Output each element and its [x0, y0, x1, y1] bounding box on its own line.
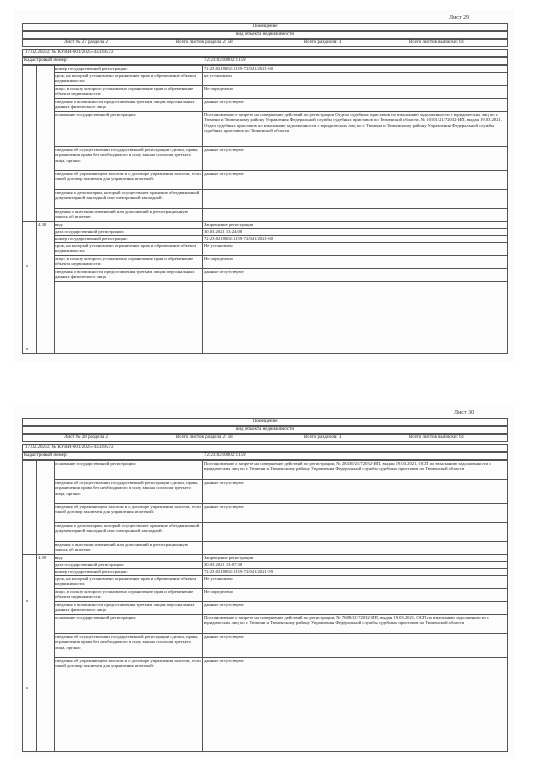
date-row: 17.02.2025г. № КУВИ-001/2025-43339572 [22, 49, 508, 57]
cadastral-label: Кадастровый номер: [24, 453, 68, 458]
field-label: срок, на который установлено ограничение прав и обременение объекта недвижимости: [55, 576, 197, 587]
sheet-label: Лист № 27 раздела 2 [64, 40, 108, 45]
cadastral-row [22, 57, 508, 65]
sections-count: Всего разделов: 3 [304, 435, 342, 440]
object-type-subtitle: вид объекта недвижимости [22, 426, 508, 434]
object-type-title: Помещение [22, 23, 508, 31]
field-label: основание государственной регистрации: [55, 112, 137, 117]
field-label: вид: [55, 555, 64, 560]
document-page-1 [14, 10, 514, 362]
field-label: сведения об осуществлении государственной регистрации сделки, права, ограничения права без необходимого в силу закона согласия третьего лица, органа: [55, 147, 199, 163]
field-label: номер государственной регистрации: [55, 66, 128, 71]
field-label: срок, на который установлено ограничение прав и обременение объекта недвижимости: [55, 73, 197, 84]
field-label: лицо, в пользу которого установлено ограничение прав и обременение объекта недвижимости: [55, 86, 194, 97]
field-value: 72:23:0218002:1159-72/041/2021-60 [204, 236, 273, 241]
field-value: 30.03.2021 13:24:08 [204, 229, 243, 234]
field-label: лицо, в пользу которого установлено ограничение прав и обременение объекта недвижимости: [55, 256, 194, 267]
sheets-section: Всего листов раздела 2: 58 [176, 40, 233, 45]
field-label: основание государственной регистрации: [55, 461, 137, 466]
field-value: Постановление о запрете на совершение действий по регистрации Отдела судебных приставов по взысканию задолженности с юридических лиц по г. Тюмени и Тюменскому району Управления Федеральной службы судебных приставов по Тюменской области, № 10101/21/72032-ИП, выдан 19.03.2021, Отдел судебных приставов по взысканию задолженности с юридических лиц по г. Тюмени и Тюменскому району Управления Федеральной службы судебных приставов по Тюменской области [204, 112, 502, 134]
field-value: 72:23:0218002:1159-72/041/2021-60 [204, 66, 273, 71]
field-label: сведения о депозитарии, который осуществляет хранение обездвиженной документарной закладной или электронной закладной: [55, 523, 200, 534]
field-label: срок, на который установлено ограничение прав и обременение объекта недвижимости: [55, 243, 197, 254]
field-value: данные отсутствуют [204, 634, 244, 639]
field-label: дата государственной регистрации: [55, 229, 125, 234]
field-value: данные отсутствуют [204, 171, 244, 176]
field-value: данные отсутствуют [204, 480, 244, 485]
field-value: не установлен [204, 73, 232, 78]
field-value: Постановление о запрете на совершение действий по регистрации, № 7688/21/72032-ИП, выдан 19.03.2021, ОСП по взысканию задолженности с юридических лиц по г. Тюмени и Тюменскому району Управления Федеральной службы судебных приставов по Тюменской области [204, 615, 489, 626]
field-value: 30.03.2021 13:07:38 [204, 562, 243, 567]
field-label: сведения о возможности предоставления третьим лицам персональных данных физического лица [55, 602, 195, 613]
field-label: номер государственной регистрации: [55, 236, 128, 241]
object-type-subtitle: вид объекта недвижимости [22, 31, 508, 39]
field-value: Не установлен [204, 243, 233, 248]
cadastral-label: Кадастровый номер: [24, 58, 68, 63]
field-label: лицо, в пользу которого установлено ограничение прав и обременение объекта недвижимости: [55, 589, 194, 600]
field-value: данные отсутствуют [204, 602, 244, 607]
entry-number: 4.39 [38, 555, 47, 560]
sections-count: Всего разделов: 3 [304, 40, 342, 45]
field-value: Запрещение регистрации [204, 222, 254, 227]
field-label: основание государственной регистрации: [55, 615, 137, 620]
field-label: ведения о внесении изменений или дополнений в регистрационную запись об ипотеке: [55, 542, 189, 553]
cadastral-value: 72:23:0218002:1159 [204, 453, 246, 458]
field-label: сведения об управляющем залогом и о договоре управления залогом, если такой договор заключен для управления ипотекой: [55, 171, 201, 182]
sheets-total: Всего листов выписки: 61 [409, 40, 465, 45]
field-value: данные отсутствуют [204, 147, 244, 152]
field-value: Не определено [204, 589, 233, 594]
field-label: дата государственной регистрации: [55, 562, 125, 567]
field-label: сведения об осуществлении государственной регистрации сделки, права, ограничения права без необходимого в силу закона согласия третьего лица, органа: [55, 480, 199, 496]
field-value: данные отсутствуют [204, 658, 244, 663]
date-row: 17.02.2025г. № КУВИ-001/2025-43339572 [22, 444, 508, 452]
field-value: Не установлен [204, 576, 233, 581]
field-value: Не определено [204, 256, 233, 261]
field-label: сведения о возможности предоставления третьим лицам персональных данных физического лица [55, 99, 195, 110]
entry-number: 4.38 [38, 222, 47, 227]
field-value: Не определено [204, 86, 233, 91]
field-value: Постановление о запрете на совершение действий по регистрации, № 28430/21/72032-ИП, выдан 19.03.2021, ОСП по взысканию задолженности с юридических лиц по г. Тюмени и Тюменскому району Управления Федеральной службы судебных приставов по Тюменской области [204, 461, 492, 472]
cadastral-value: 72:23:0218002:1159 [204, 58, 246, 63]
document-page-2 [14, 405, 514, 757]
field-value: данные отсутствуют [204, 269, 244, 274]
field-label: вид: [55, 222, 64, 227]
cadastral-row [22, 452, 508, 460]
field-value: Запрещение регистрации [204, 555, 254, 560]
sheets-total: Всего листов выписки: 61 [409, 435, 465, 440]
field-label: сведения о возможности предоставления третьим лицам персональных данных физического лица [55, 269, 195, 280]
object-type-title: Помещение [22, 418, 508, 426]
field-label: сведения об управляющем залогом и о договоре управления залогом, если такой договор заключен для управления ипотекой: [55, 658, 201, 669]
field-label: сведения об управляющем залогом и о договоре управления залогом, если такой договор заключен для управления ипотекой: [55, 504, 201, 515]
field-value: 72:23:0218002:1159-72/041/2021-59 [204, 569, 273, 574]
field-label: ведения о внесении изменений или дополнений в регистрационную запись об ипотеке: [55, 209, 189, 220]
field-label: номер государственной регистрации: [55, 569, 128, 574]
field-label: сведения об осуществлении государственной регистрации сделки, права, ограничения права без необходимого в силу закона согласия третьего лица, органа: [55, 634, 199, 650]
sheets-section: Всего листов раздела 2: 58 [176, 435, 233, 440]
page-number: Лист 29 [449, 15, 470, 21]
sheet-label: Лист № 28 раздела 2 [64, 435, 108, 440]
field-value: данные отсутствуют [204, 504, 244, 509]
field-label: сведения о депозитарии, который осуществляет хранение обездвиженной документарной закладной или электронной закладной: [55, 190, 200, 201]
field-value: данные отсутствуют [204, 99, 244, 104]
page-number: Лист 30 [454, 410, 475, 416]
